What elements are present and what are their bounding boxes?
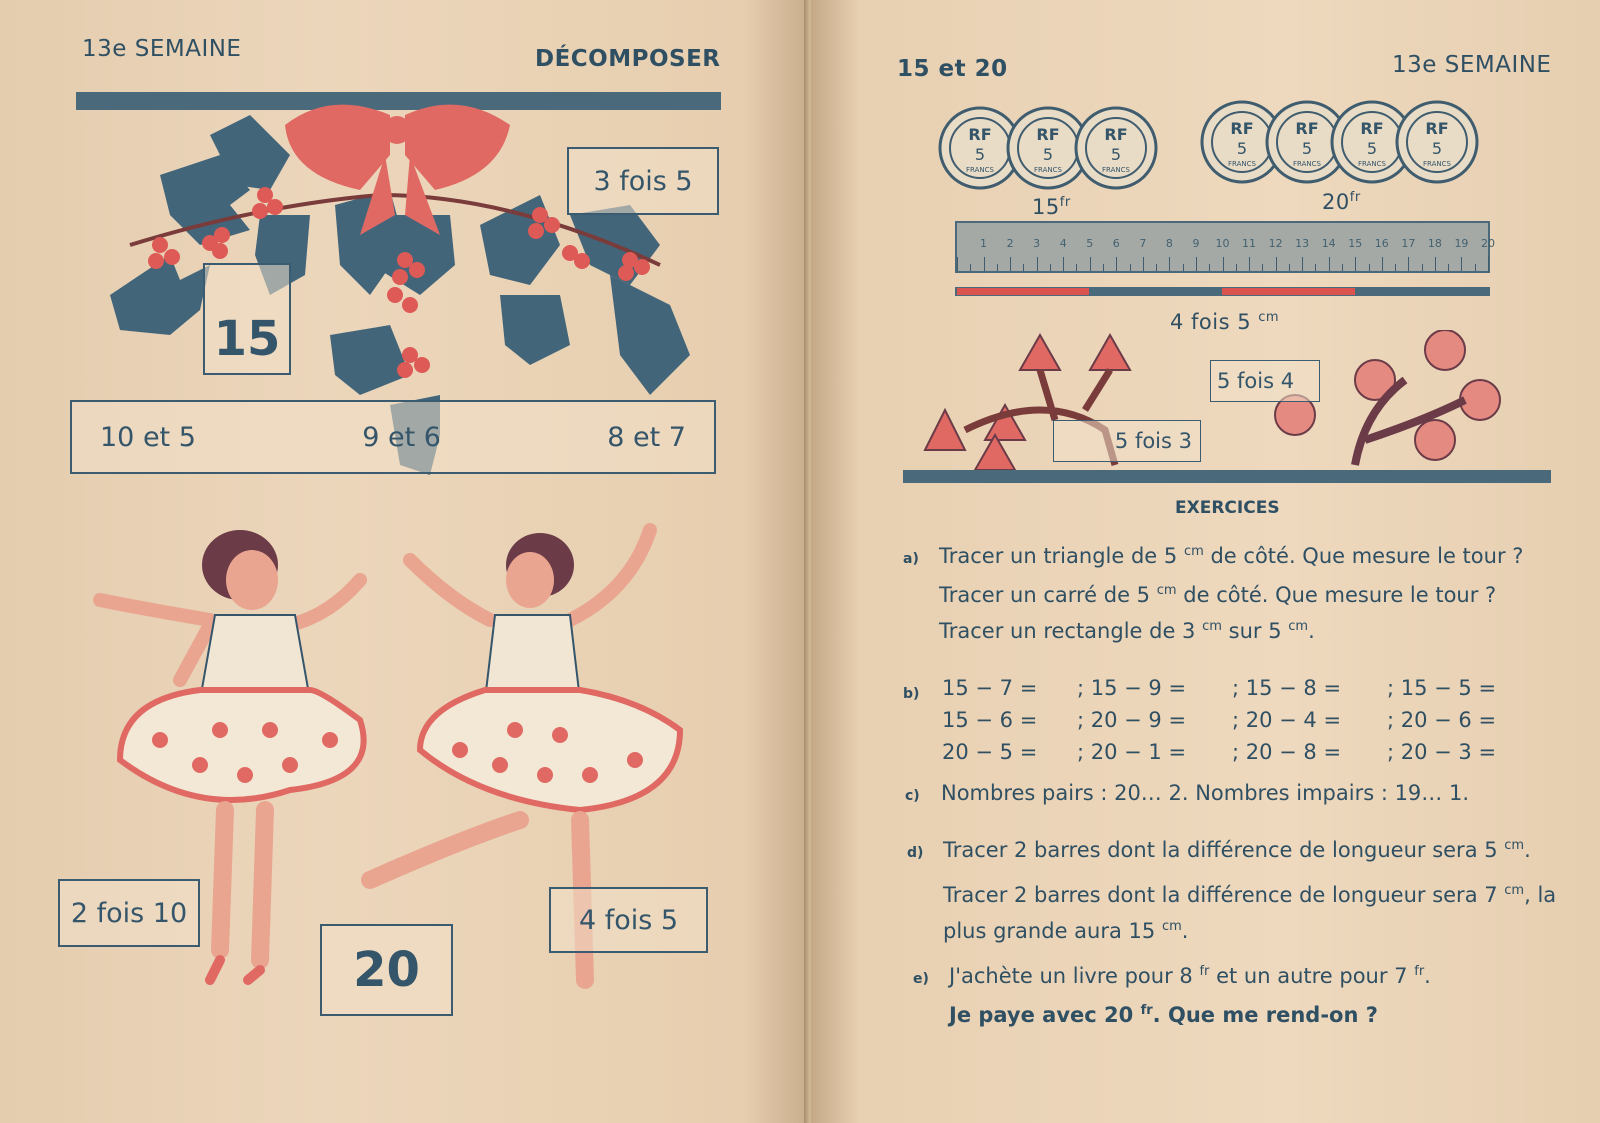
ex-d-line-2b: , la plus grande aura 15 (943, 883, 1557, 943)
ruler-tick (1169, 257, 1170, 271)
coin-value-text: 5 (1301, 139, 1313, 158)
ruler-tick (1315, 264, 1316, 271)
franc-unit: fr (1349, 190, 1361, 205)
ruler-tick-label: 6 (1112, 237, 1120, 250)
twenty-number: 20 (353, 942, 420, 998)
ex-e-line-1: J'achète un livre pour 8 (949, 964, 1193, 988)
exercise-d: d) Tracer 2 barres dont la différence de longueur sera 5 $^{cm}$. Tracer 2 barres dont la différence de longueur sera 7 $^{cm}$, la plus grande aura 15 $^{cm}$. (907, 838, 1557, 943)
exercise-b-row-1 (942, 676, 1537, 700)
ruler-tick (1010, 257, 1011, 271)
exercise-a-label: a) (903, 551, 919, 567)
ex-b-cell: ; 15 − 8 = (1232, 676, 1342, 700)
ex-b-cell: ; 20 − 3 = (1387, 740, 1497, 764)
five-fours-label: 5 fois 4 (1217, 369, 1295, 393)
ruler-tick (1276, 257, 1277, 271)
cm-unit: cm (1288, 619, 1309, 634)
ruler-tick (1156, 264, 1157, 271)
ruler-tick (1395, 264, 1396, 271)
coin-value-text: 5 (1431, 139, 1443, 158)
ruler-tick (1461, 257, 1462, 271)
ruler-tick-label: 3 (1033, 237, 1041, 250)
coin-rf-text: RF (1425, 119, 1449, 138)
coin-value-text: 5 (974, 145, 986, 164)
ruler-tick-label: 16 (1374, 237, 1389, 250)
ex-b-cell: 15 − 7 = (942, 676, 1038, 700)
coin-unit-text: FRANCS (1293, 160, 1321, 168)
two-tens-label: 2 fois 10 (70, 897, 188, 929)
ruler-tick (1076, 264, 1077, 271)
ruler-tick (1289, 264, 1290, 271)
coin-rf-text: RF (1230, 119, 1254, 138)
coin-rf-text: RF (1036, 125, 1060, 144)
right-week-header: 13e SEMAINE (1392, 52, 1552, 78)
franc-unit: fr (1140, 1003, 1153, 1018)
ruler-tick (1475, 264, 1476, 271)
ruler-tick (1130, 264, 1131, 271)
right-flowers-rule (903, 470, 1551, 483)
ruler-tick (1196, 257, 1197, 271)
coins-twenty-caption (1322, 190, 1361, 214)
cm-unit: cm (1258, 310, 1280, 325)
coin-value-text: 5 (1236, 139, 1248, 158)
ruler-tick (1037, 257, 1038, 271)
coin-unit-text: FRANCS (1423, 160, 1451, 168)
cm-unit: cm (1504, 883, 1525, 898)
coin-value-text: 5 (1366, 139, 1378, 158)
ex-a-line-1b: de côté. Que mesure le tour ? (1210, 544, 1524, 568)
ex-d-line-1: Tracer 2 barres dont la différence de longueur sera 5 (943, 838, 1498, 862)
ruler-tick (997, 264, 998, 271)
ex-e-line-2b: . Que me rend-on ? (1152, 1003, 1378, 1027)
four-fives-label: 4 fois 5 (578, 904, 679, 936)
sum-9-6: 9 et 6 (362, 421, 441, 453)
coin-5-francs-icon (1074, 106, 1158, 190)
coin-5-francs-icon (1395, 100, 1479, 184)
five-fours-box (1210, 360, 1320, 402)
ruler-tick (1103, 264, 1104, 271)
ruler-tick-label: 9 (1192, 237, 1200, 250)
ruler-tick-label: 10 (1215, 237, 1230, 250)
ruler-tick (1329, 257, 1330, 271)
cm-unit: cm (1504, 838, 1525, 853)
coin-value-text: 5 (1042, 145, 1054, 164)
ruler-tick (1116, 257, 1117, 271)
ruler-tick (1382, 257, 1383, 271)
coin-rf-text: RF (1295, 119, 1319, 138)
ruler-tick-label: 18 (1427, 237, 1442, 250)
ruler-tick (1448, 264, 1449, 271)
ruler-tick-label: 5 (1086, 237, 1094, 250)
ruler-tick-label: 15 (1348, 237, 1363, 250)
exercise-b-label: b) (903, 686, 920, 702)
measure-segment-red-2 (1222, 288, 1355, 295)
flowers-illustration (905, 330, 1545, 480)
ex-a-line-3: Tracer un rectangle de 3 (939, 619, 1196, 643)
ex-b-cell: ; 20 − 6 = (1387, 708, 1497, 732)
four-fives-box (549, 887, 708, 953)
left-title: DÉCOMPOSER (535, 46, 721, 72)
fifteen-box (203, 263, 291, 375)
sum-8-7: 8 et 7 (607, 421, 686, 453)
ruler-tick (957, 257, 958, 271)
coin-rf-text: RF (1104, 125, 1128, 144)
exercise-d-label: d) (907, 845, 924, 861)
ruler-tick (1369, 264, 1370, 271)
exercise-c (905, 778, 1555, 812)
exercise-b-row-2 (942, 708, 1537, 732)
franc-unit: fr (1059, 195, 1071, 210)
ruler-tick-label: 2 (1006, 237, 1014, 250)
cm-unit: cm (1161, 919, 1182, 934)
ruler-tick (1143, 257, 1144, 271)
ruler-tick-label: 4 (1059, 237, 1067, 250)
ruler-tick (1355, 257, 1356, 271)
twenty-box (320, 924, 453, 1016)
ex-a-line-1: Tracer un triangle de 5 (939, 544, 1178, 568)
coin-rf-text: RF (968, 125, 992, 144)
ex-e-line-2: Je paye avec 20 (949, 1003, 1134, 1027)
cm-unit: cm (1183, 544, 1204, 559)
ruler-tick (1435, 257, 1436, 271)
coin-value-text: 5 (1110, 145, 1122, 164)
ruler-tick (1063, 257, 1064, 271)
coins-fifteen-value: 15 (1032, 195, 1060, 219)
ruler-tick (1488, 257, 1489, 271)
fifteen-number: 15 (213, 311, 281, 367)
ruler-tick (970, 264, 971, 271)
ruler-tick-label: 13 (1295, 237, 1310, 250)
ruler-tick-label: 8 (1165, 237, 1173, 250)
ruler-tick-label: 20 (1481, 237, 1495, 250)
exercise-a: a) Tracer un triangle de 5 $^{cm}$ de côté. Que mesure le tour ? Tracer un carré de 5 $^{cm}$ de côté. Que mesure le tour ? Tracer un rectangle de 3 $^{cm}$ sur 5 $^{cm}$. (903, 544, 1524, 643)
ruler-tick (1236, 264, 1237, 271)
three-fives-box (567, 147, 719, 215)
centimeter-ruler (955, 221, 1495, 273)
two-tens-box (58, 879, 200, 947)
ex-b-cell: 20 − 5 = (942, 740, 1038, 764)
exercise-b-row-3 (942, 740, 1537, 764)
measure-segment-red-1 (957, 288, 1089, 295)
cm-unit: cm (1156, 583, 1177, 598)
exercises-title: EXERCICES (1175, 498, 1280, 518)
coin-unit-text: FRANCS (966, 166, 994, 174)
ex-d-line-2: Tracer 2 barres dont la différence de longueur sera 7 (943, 883, 1498, 907)
ex-b-cell: ; 20 − 1 = (1077, 740, 1187, 764)
ex-e-line-1b: et un autre pour 7 (1216, 964, 1408, 988)
exercise-e-label: e) (913, 971, 929, 987)
ruler-tick (1090, 257, 1091, 271)
ex-b-cell: 15 − 6 = (942, 708, 1038, 732)
ex-a-line-2b: de côté. Que mesure le tour ? (1183, 583, 1497, 607)
ruler-tick (1223, 257, 1224, 271)
left-week-header: 13e SEMAINE (82, 36, 242, 62)
ex-b-cell: ; 20 − 8 = (1232, 740, 1342, 764)
ex-b-cell: ; 15 − 9 = (1077, 676, 1187, 700)
exercise-c-label: c) (905, 788, 920, 804)
ruler-tick (1262, 264, 1263, 271)
ex-b-cell: ; 20 − 4 = (1232, 708, 1342, 732)
ruler-tick-label: 1 (980, 237, 988, 250)
ruler-tick (1408, 257, 1409, 271)
ruler-tick-label: 19 (1454, 237, 1469, 250)
coin-unit-text: FRANCS (1228, 160, 1256, 168)
ruler-tick (1050, 264, 1051, 271)
ruler-tick-label: 12 (1268, 237, 1283, 250)
five-threes-box (1053, 420, 1201, 462)
ruler-caption-text: 4 fois 5 (1170, 310, 1252, 334)
ex-b-cell: ; 20 − 9 = (1077, 708, 1187, 732)
ruler-tick (1183, 264, 1184, 271)
ruler-tick-label: 11 (1242, 237, 1257, 250)
ex-a-line-2: Tracer un carré de 5 (939, 583, 1151, 607)
cm-unit: cm (1202, 619, 1222, 634)
ruler-tick (1422, 264, 1423, 271)
franc-unit: fr (1414, 964, 1425, 979)
coin-unit-text: FRANCS (1102, 166, 1130, 174)
right-header-title: 15 et 20 (897, 56, 1008, 82)
ex-c-text: Nombres pairs : 20… 2. Nombres impairs : 19… 1. (941, 781, 1470, 805)
coins-twenty-value: 20 (1322, 190, 1350, 214)
franc-unit: fr (1199, 964, 1210, 979)
coin-unit-text: FRANCS (1358, 160, 1386, 168)
ruler-tick-label: 7 (1139, 237, 1147, 250)
ruler-tick (1302, 257, 1303, 271)
coin-unit-text: FRANCS (1034, 166, 1062, 174)
ruler-tick (1209, 264, 1210, 271)
exercise-e: e) J'achète un livre pour 8 $^{fr}$ et un autre pour 7 $^{fr}$. Je paye avec 20 $^{fr}$. Que me rend-on ? (913, 964, 1431, 1027)
ruler-tick (1249, 257, 1250, 271)
five-threes-label: 5 fois 3 (1114, 429, 1192, 453)
coins-fifteen-caption (1032, 195, 1071, 219)
sum-10-5: 10 et 5 (100, 421, 196, 453)
ruler-tick (984, 257, 985, 271)
ruler-tick-label: 14 (1321, 237, 1336, 250)
ruler-tick (1342, 264, 1343, 271)
sums-fifteen-box (70, 400, 716, 474)
ex-b-cell: ; 15 − 5 = (1387, 676, 1497, 700)
ruler-tick-label: 17 (1401, 237, 1416, 250)
ex-a-line-3b: sur 5 (1228, 619, 1282, 643)
ruler-tick (1023, 264, 1024, 271)
three-fives-label: 3 fois 5 (593, 165, 693, 197)
coin-rf-text: RF (1360, 119, 1384, 138)
